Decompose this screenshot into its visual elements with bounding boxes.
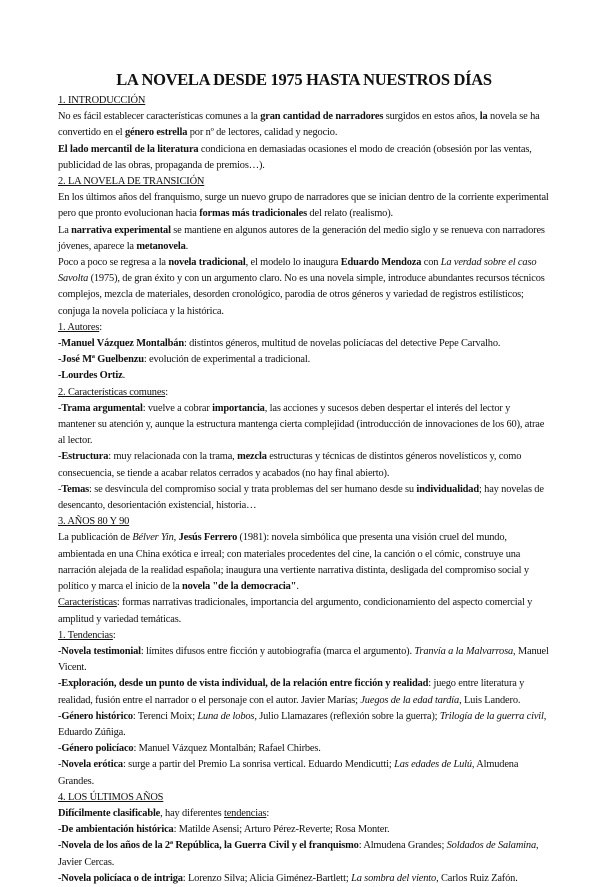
text-run: : [165, 386, 168, 398]
paragraph [58, 595, 550, 627]
text-run: (1975), de gran éxito y con un argumento claro. No es una novela simple, introduce abundantes recursos técnicos complejos, mezcla de materiales, desorden cronológico, parodia de otros géneros y variedad de registros estilísticos; conjuga la novela policíaca y la histórica. [58, 273, 545, 317]
bold-text: novela tradicional [168, 257, 246, 269]
text-run: En los últimos años del franquismo, surge un nuevo grupo de narradores que se inician dentro de la corriente experimental pero que pronto evolucionan hacia [58, 192, 549, 220]
text-run: : Manuel Vázquez Montalbán; Rafael Chirbes. [133, 743, 321, 755]
text-run: , el modelo lo inaugura [245, 257, 341, 269]
underlined-text: 3. AÑOS 80 Y 90 [58, 516, 130, 528]
text-run: , Carlos Ruiz Zafón. [436, 872, 518, 884]
underlined-text: 1. Autores [58, 321, 100, 333]
bold-text: Trama argumental [61, 402, 143, 414]
bold-text: Eduardo Mendoza [340, 257, 422, 269]
bold-text: -Lourdes Ortiz [58, 370, 123, 382]
text-run: - [58, 483, 62, 495]
text-run: La publicación de [58, 532, 133, 544]
text-run: , Manuel Vicent. [58, 645, 549, 674]
text-run: : Terenci Moix; [132, 710, 198, 722]
paragraph [58, 482, 550, 514]
bold-text: Temas [61, 483, 90, 495]
text-run: : surge a partir del Premio La sonrisa vertical. Eduardo Mendicutti; [122, 759, 395, 771]
paragraph [58, 223, 550, 255]
italic-text: Luna de lobos [197, 710, 255, 722]
italic-text: La verdad sobre el caso Savolta [58, 257, 537, 285]
underlined-text: 4. LOS ÚLTIMOS AÑOS [58, 791, 164, 803]
paragraph [58, 109, 550, 141]
document-page [58, 70, 550, 887]
text-run: : distintos géneros, multitud de novelas policíacas del detective Pepe Carvalho. [183, 338, 501, 350]
text-run: : [112, 629, 116, 641]
italic-text: La sombra del viento [351, 872, 437, 884]
text-run: condiciona en demasiadas ocasiones el modo de creación (obsesión por las ventas, publicidad de las obras, propaganda de premios…). [58, 143, 532, 171]
bold-text: -Manuel Vázquez Montalbán [58, 338, 184, 350]
text-run: , Javier Cercas. [58, 840, 539, 868]
text-run: - [58, 743, 62, 755]
bold-text: novela "de la democracia" [182, 581, 297, 593]
paragraph [58, 757, 550, 789]
italic-text: Bélver Yin [132, 532, 174, 544]
bold-text: género estrella [124, 127, 188, 139]
text-run: novela se ha convertido en el [58, 111, 540, 139]
bold-text: la [479, 111, 488, 123]
bold-text: Jesús Ferrero [178, 532, 238, 544]
text-run: Poco a poco se regresa a la [58, 257, 169, 269]
text-run: - [58, 710, 62, 722]
text-run: - [58, 759, 62, 771]
text-run: : juego entre literatura y realidad, fusión entre el narrador o el personaje con el autor. Javier Marías; [58, 678, 525, 706]
paragraph [58, 368, 550, 384]
bold-text: Novela erótica [61, 759, 123, 771]
paragraph [58, 741, 550, 757]
underlined-text: 2. Características comunes [58, 386, 166, 398]
bold-text: gran cantidad de narradores [260, 111, 384, 123]
bold-text: -José Mª Guelbenzu [58, 354, 144, 366]
underlined-text: 2. LA NOVELA DE TRANSICIÓN [58, 176, 205, 188]
section-heading [58, 514, 550, 530]
text-run: , hay diferentes [160, 807, 224, 819]
text-run: , las acciones y sucesos deben despertar el interés del lector y mantener su atención y, aunque la estructura mantenga cierta complejidad (introducción de innovaciones de los 60), atrae al lector. [58, 402, 545, 447]
italic-text: Soldados de Salamina [446, 840, 536, 852]
text-run: , Almudena Grandes. [58, 759, 519, 787]
underlined-text: Características [58, 597, 117, 609]
italic-text: Trilogía de la guerra civil [439, 710, 544, 722]
document-title: LA NOVELA DESDE 1975 HASTA NUESTROS DÍAS [116, 70, 492, 89]
bold-text: -Exploración, desde un punto de vista individual, de la relación entre ficción y realidad [58, 678, 429, 690]
bold-text: importancia [212, 402, 265, 414]
bold-text: -Novela de los años de la 2ª República, la Guerra Civil y el franquismo [58, 840, 359, 852]
bold-text: Género histórico [61, 710, 133, 722]
text-run: con [421, 257, 441, 269]
section-heading [58, 174, 550, 190]
text-run: se mantiene en algunos autores de la generación del medio siglo y se renueva con narradores jóvenes, aparece la [58, 224, 545, 252]
underlined-text: tendencias [223, 807, 267, 819]
paragraph [58, 352, 550, 368]
section-heading [58, 93, 550, 109]
paragraph [58, 676, 550, 708]
paragraph [58, 401, 550, 450]
paragraph [58, 806, 550, 822]
text-run: La [58, 224, 72, 236]
bold-text: El lado mercantil de la literatura [58, 143, 199, 155]
paragraph [58, 255, 550, 320]
text-run: : muy relacionada con la trama, [108, 451, 238, 463]
bold-text: narrativa experimental [71, 224, 171, 236]
text-run: : [266, 807, 270, 819]
bold-text: Estructura [61, 451, 109, 463]
text-run: : se desvincula del compromiso social y trata problemas del ser humano desde su [89, 483, 417, 495]
text-run: : formas narrativas tradicionales, importancia del argumento, condicionamiento del aspecto comercial y amplitud y variedad temáticas. [58, 597, 533, 625]
paragraph [58, 530, 550, 595]
paragraph [58, 449, 550, 481]
bold-text: Difícilmente clasificable [58, 807, 161, 819]
text-run: . [185, 240, 189, 252]
text-run: : límites difusos entre ficción y autobiografía (marca el argumento). [140, 645, 415, 657]
bold-text: mezcla [237, 451, 267, 463]
text-run: estructuras y técnicas de distintos géneros novelísticos y, como consecuencia, se tiende a acabar relatos cerrados y acabados (no hay final abierto). [58, 451, 522, 479]
paragraph [58, 838, 550, 870]
text-run: . [296, 581, 299, 593]
bold-text: -De ambientación histórica [58, 824, 174, 836]
section-heading [58, 790, 550, 806]
text-run: surgidos en estos años, [383, 111, 480, 123]
bold-text: -Novela testimonial [58, 645, 141, 657]
text-run: : vuelve a cobrar [142, 402, 213, 414]
text-run: , [173, 532, 179, 544]
underlined-text: 1. INTRODUCCIÓN [58, 95, 146, 106]
paragraph [58, 871, 550, 887]
text-run: : Matilde Asensi; Arturo Pérez-Reverte; Rosa Monter. [173, 824, 390, 836]
text-run: . [122, 370, 126, 382]
paragraph [58, 336, 550, 352]
paragraph [58, 644, 550, 676]
paragraph [58, 822, 550, 838]
text-run: No es fácil establecer características comunes a la [58, 111, 261, 123]
italic-text: Tranvía a la Malvarrosa [414, 645, 514, 657]
text-run: , Eduardo Zúñiga. [58, 710, 547, 738]
paragraph [58, 190, 550, 222]
paragraph [58, 628, 550, 644]
paragraph [58, 385, 550, 401]
paragraph [58, 142, 550, 174]
text-run: por nº de lectores, calidad y negocio. [187, 127, 338, 139]
text-run: - [58, 451, 62, 463]
text-run: : Lorenzo Silva; Alicia Giménez-Bartlett; [182, 872, 352, 884]
paragraph [58, 320, 550, 336]
bold-text: Género policíaco [61, 743, 134, 755]
text-run: , Luis Landero. [459, 694, 521, 706]
text-run: : [99, 321, 102, 333]
bold-text: -Novela policíaca o de intriga [58, 872, 183, 884]
italic-text: Las edades de Lulú [394, 759, 472, 771]
paragraph [58, 709, 550, 741]
document-body [58, 93, 550, 887]
text-run: : Almudena Grandes; [358, 840, 447, 852]
bold-text: individualidad [416, 483, 479, 495]
underlined-text: 1. Tendencias [58, 629, 113, 641]
bold-text: formas más tradicionales [199, 208, 307, 220]
italic-text: Juegos de la edad tardía [360, 694, 460, 706]
bold-text: metanovela [136, 240, 186, 252]
text-run: - [58, 402, 62, 414]
text-run: ; hay novelas de desencanto, desorientación existencial, historia… [58, 483, 544, 512]
text-run: del relato (realismo). [306, 208, 393, 220]
text-run: , Julio Llamazares (reflexión sobre la guerra); [254, 710, 440, 722]
text-run: (1981): novela simbólica que presenta una visión cruel del mundo, ambientada en una China exótica e irreal; con materiales procedentes del cine, la canción o el cómic, construye una narración alejada de la realidad española; inaugura una vertiente narrativa distinta, desligada del compromiso social y político y marca el inicio de la [58, 532, 529, 593]
text-run: : evolución de experimental a tradicional. [143, 354, 311, 366]
